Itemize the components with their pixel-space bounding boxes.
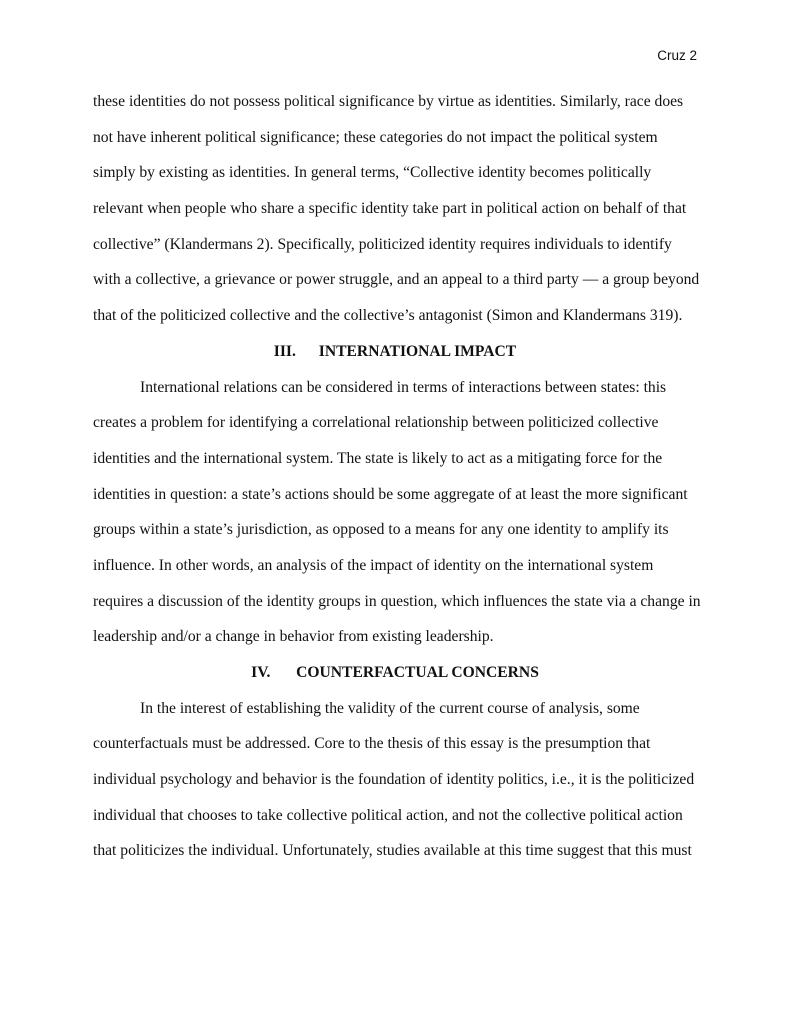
text-line: that politicizes the individual. Unfortunately, studies available at this time suggest that this must (93, 842, 692, 860)
text-line: individual psychology and behavior is the foundation of identity politics, i.e., it is the politicized (93, 771, 695, 789)
text-line: requires a discussion of the identity groups in question, which influences the state via a change in (93, 592, 701, 610)
section-heading-counterfactual-concerns (93, 661, 697, 697)
section-title: INTERNATIONAL IMPACT (318, 342, 517, 360)
text-line: International relations can be considered in terms of interactions between states: this (140, 378, 667, 396)
paragraph-continuation (93, 90, 703, 340)
section-title: COUNTERFACTUAL CONCERNS (296, 664, 539, 681)
text-line: counterfactuals must be addressed. Core to the thesis of this essay is the presumption that (93, 735, 651, 753)
text-line: individual that chooses to take collective political action, and not the collective political action (93, 806, 683, 824)
text-line: collective” (Klandermans 2). Specifically, politicized identity requires individuals to identify (93, 235, 672, 253)
text-line: In the interest of establishing the validity of the current course of analysis, some (140, 699, 640, 717)
running-head: Cruz 2 (657, 48, 697, 63)
text-line: that of the politicized collective and the collective’s antagonist (Simon and Klandermans 319). (93, 307, 683, 325)
text-line: influence. In other words, an analysis of the impact of identity on the international system (93, 556, 654, 574)
text-line: identities and the international system. The state is likely to act as a mitigating force for the (93, 449, 663, 467)
text-line: groups within a state’s jurisdiction, as opposed to a means for any one identity to amplify its (93, 521, 669, 539)
document-body (93, 90, 703, 875)
text-line: not have inherent political significance; these categories do not impact the political system (93, 128, 658, 146)
section-number: IV. (251, 664, 271, 681)
text-line: simply by existing as identities. In general terms, “Collective identity becomes politically (93, 164, 652, 182)
paragraph-international-impact (93, 376, 703, 662)
text-line: these identities do not possess political significance by virtue as identities. Similarly, race does (93, 93, 684, 110)
text-line: leadership and/or a change in behavior from existing leadership. (93, 628, 494, 646)
text-line: identities in question: a state’s actions should be some aggregate of at least the more significant (93, 485, 688, 503)
text-line: relevant when people who share a specific identity take part in political action on behalf of that (93, 200, 687, 218)
paragraph-counterfactual-concerns (93, 697, 703, 875)
text-line: with a collective, a grievance or power struggle, and an appeal to a third party — a group beyond (93, 271, 700, 289)
section-number: III. (273, 342, 296, 360)
section-heading-international-impact (93, 340, 697, 376)
text-line: creates a problem for identifying a correlational relationship between politicized collective (93, 414, 659, 432)
